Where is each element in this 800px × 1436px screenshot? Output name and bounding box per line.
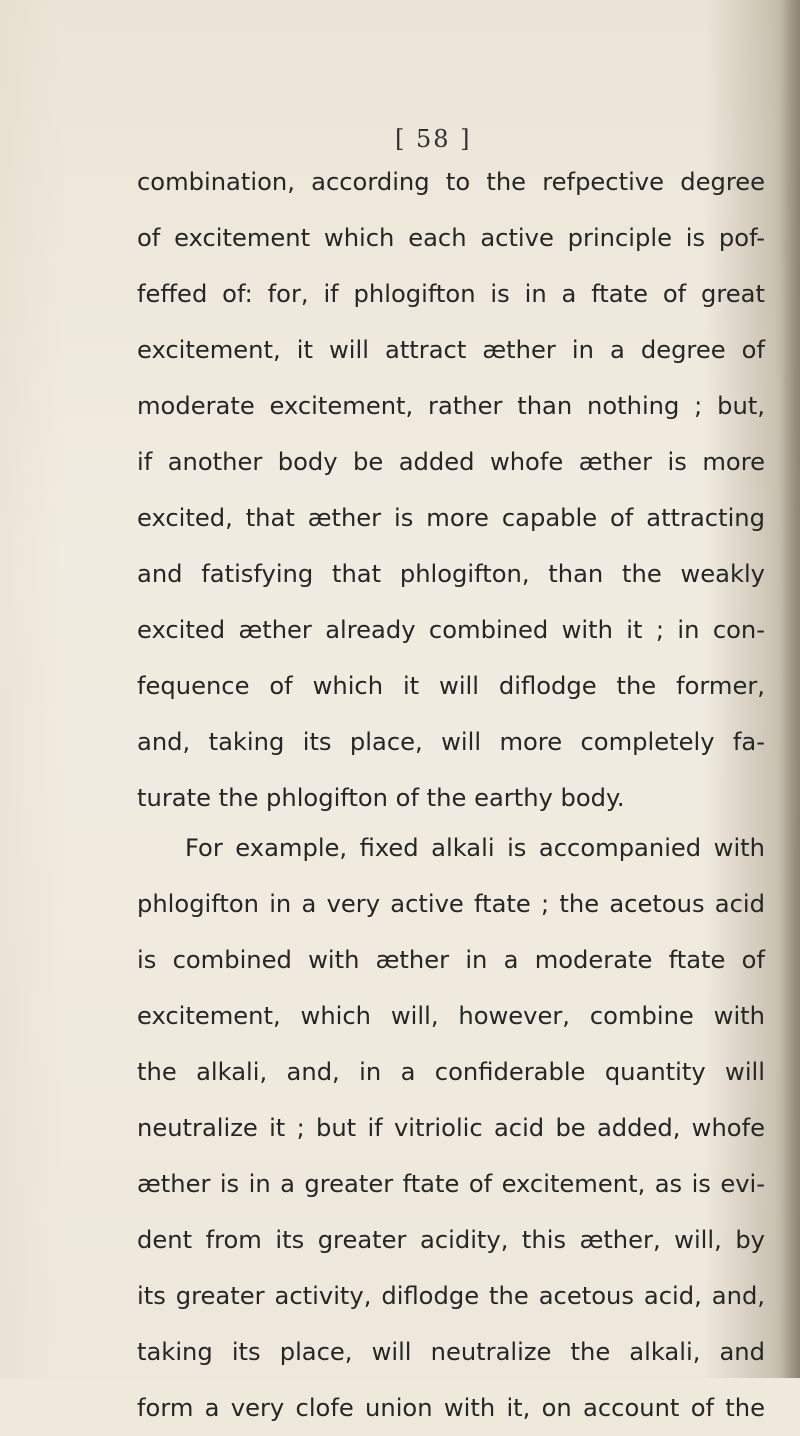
text-line: if another body be added whofe æther is more	[137, 448, 765, 476]
text-line: and, taking its place, will more completely fa-	[137, 728, 765, 756]
text-line: æther is in a greater ftate of excitement, as is evi-	[137, 1170, 765, 1198]
text-line: excited æther already combined with it ; in con-	[137, 616, 765, 644]
text-line: feffed of: for, if phlogifton is in a ftate of great	[137, 280, 765, 308]
text-line: its greater activity, diflodge the acetous acid, and,	[137, 1282, 765, 1310]
paragraph-2	[137, 820, 765, 1436]
page-edge-shadow	[782, 0, 800, 1378]
text-line: taking its place, will neutralize the alkali, and	[137, 1338, 765, 1366]
text-line: the alkali, and, in a confiderable quantity will	[137, 1058, 765, 1086]
text-line: of excitement which each active principle is pof-	[137, 224, 765, 252]
text-line: form a very clofe union with it, on account of the	[137, 1394, 765, 1422]
page-number: [ 58 ]	[395, 125, 472, 153]
text-line: moderate excitement, rather than nothing ; but,	[137, 392, 765, 420]
text-line: excitement, it will attract æther in a degree of	[137, 336, 765, 364]
text-line: combination, according to the refpective degree	[137, 168, 765, 196]
text-line: is combined with æther in a moderate ftate of	[137, 946, 765, 974]
text-line: neutralize it ; but if vitriolic acid be added, whofe	[137, 1114, 765, 1142]
text-line: excited, that æther is more capable of attracting	[137, 504, 765, 532]
text-line: and fatisfying that phlogifton, than the weakly	[137, 560, 765, 588]
text-line: For example, fixed alkali is accompanied with	[185, 834, 765, 862]
text-line: dent from its greater acidity, this æther, will, by	[137, 1226, 765, 1254]
text-line: phlogifton in a very active ftate ; the acetous acid	[137, 890, 765, 918]
paragraph-1	[137, 154, 765, 826]
text-line: excitement, which will, however, combine with	[137, 1002, 765, 1030]
text-line: turate the phlogifton of the earthy body.	[137, 784, 625, 812]
text-line: fequence of which it will diflodge the former,	[137, 672, 765, 700]
